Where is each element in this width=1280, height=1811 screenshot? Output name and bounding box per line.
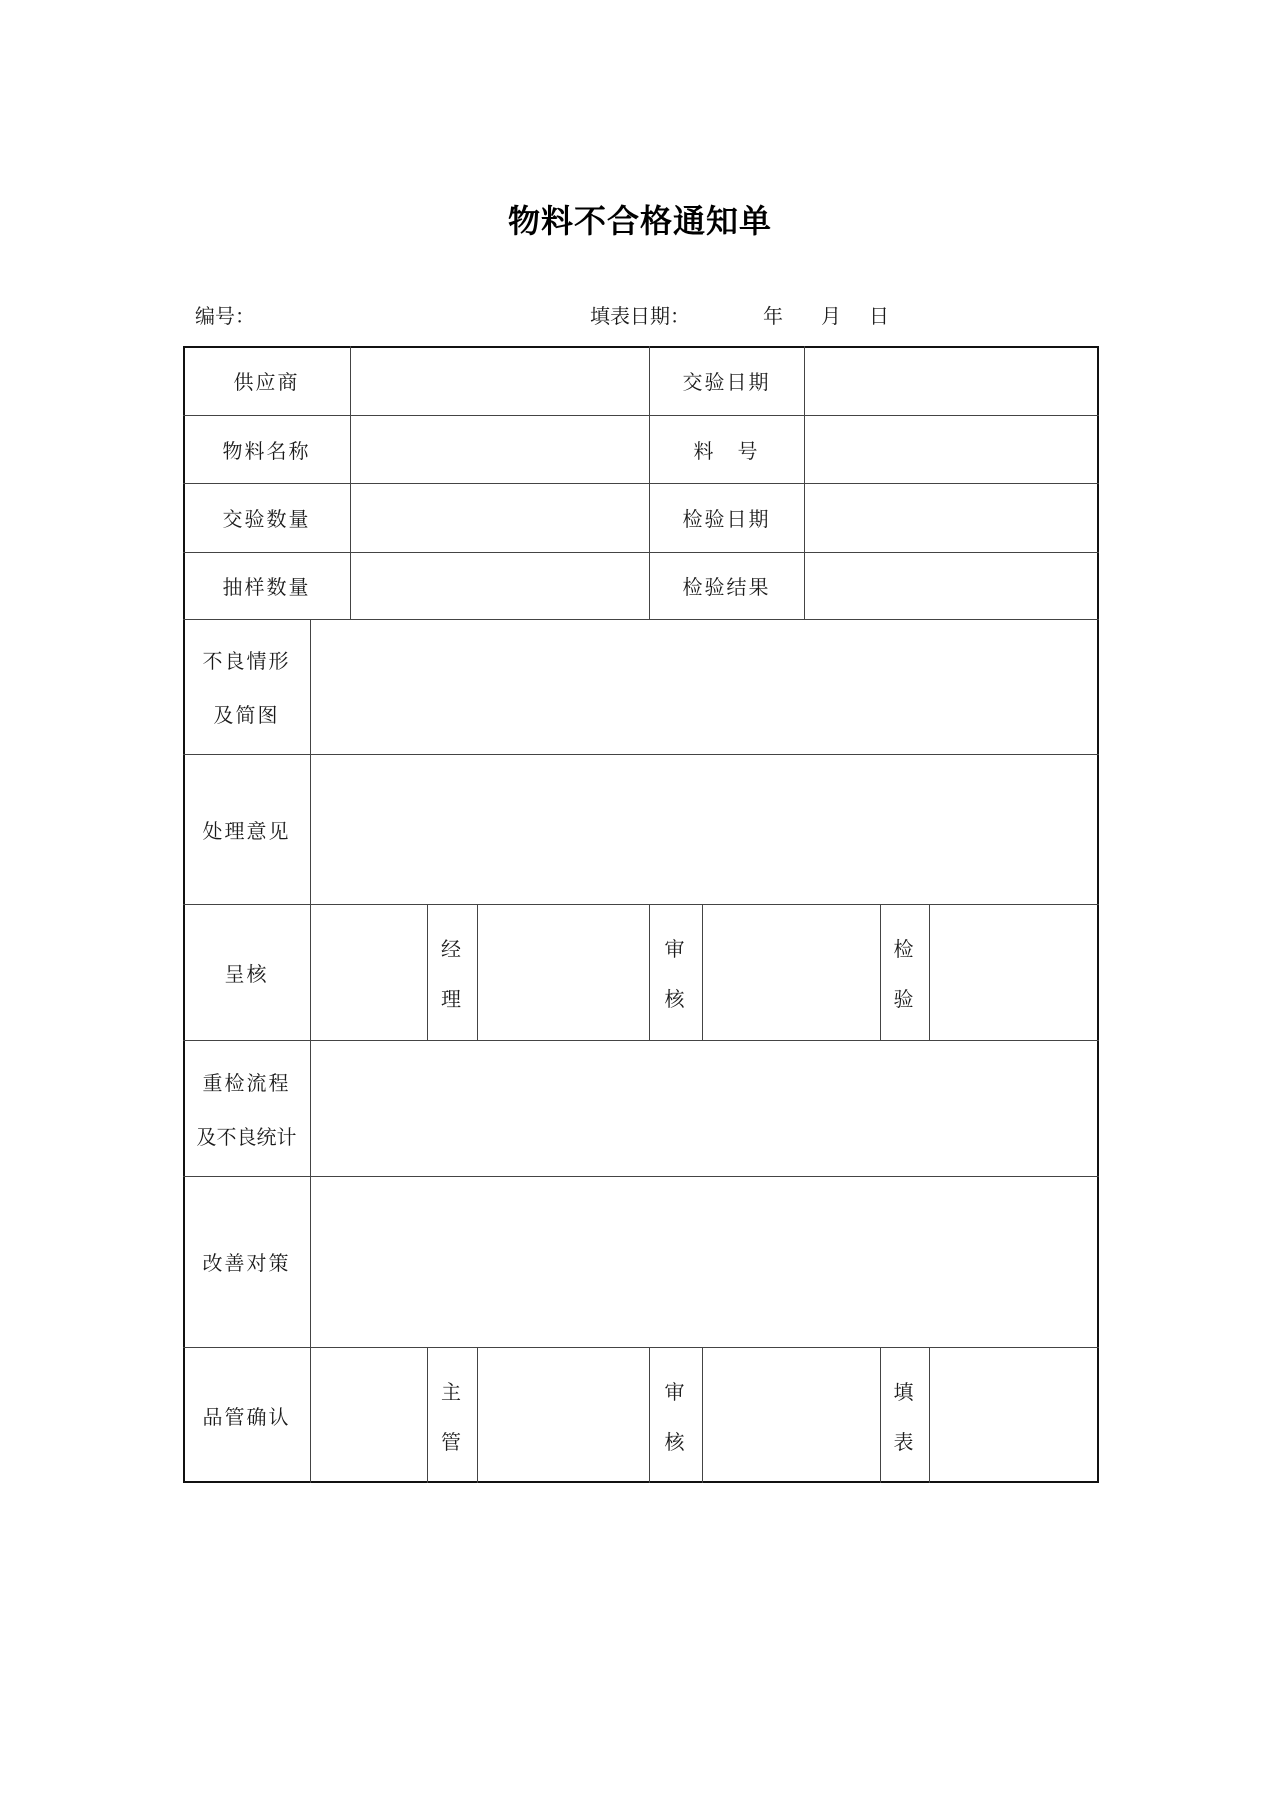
qc-review-char2: 核 xyxy=(664,1429,687,1454)
qc-review-sig-label xyxy=(649,1347,702,1483)
page-title: 物料不合格通知单 xyxy=(507,202,772,240)
review-char1: 审 xyxy=(664,936,687,961)
defect-field[interactable] xyxy=(310,619,1099,754)
fill-date-day: 日 xyxy=(869,304,889,328)
submitted-quantity-field[interactable] xyxy=(350,483,649,552)
improvement-label: 改善对策 xyxy=(202,1251,291,1275)
inspection-date-label: 检验日期 xyxy=(682,507,771,531)
inspector-sig-label xyxy=(880,904,929,1040)
qc-review-sig-field[interactable] xyxy=(702,1347,880,1483)
supervisor-char2: 管 xyxy=(441,1429,463,1454)
supplier-field[interactable] xyxy=(350,346,649,415)
sample-quantity-field[interactable] xyxy=(350,552,649,619)
fill-date-year: 年 xyxy=(763,304,783,328)
review-char2: 核 xyxy=(664,986,687,1011)
filler-char1: 填 xyxy=(893,1379,916,1404)
supervisor-char1: 主 xyxy=(441,1379,463,1404)
filler-char2: 表 xyxy=(893,1429,916,1454)
qc-note-field[interactable] xyxy=(310,1347,427,1483)
inspection-result-field[interactable] xyxy=(804,552,1099,619)
qc-confirm-label: 品管确认 xyxy=(202,1404,291,1429)
fill-date-month: 月 xyxy=(821,304,841,328)
submission-date-label: 交验日期 xyxy=(682,370,771,394)
manager-char2: 理 xyxy=(441,986,463,1011)
filler-sig-label xyxy=(880,1347,929,1483)
sample-quantity-label: 抽样数量 xyxy=(222,575,311,599)
filler-sig-field[interactable] xyxy=(929,1347,1099,1483)
material-name-label: 物料名称 xyxy=(222,438,311,463)
manager-sig-field[interactable] xyxy=(477,904,649,1040)
improvement-field[interactable] xyxy=(310,1176,1099,1347)
inspector-sig-field[interactable] xyxy=(929,904,1099,1040)
review-sig-field[interactable] xyxy=(702,904,880,1040)
handling-label: 处理意见 xyxy=(202,818,291,843)
manager-char1: 经 xyxy=(441,936,463,961)
recheck-label xyxy=(183,1040,310,1176)
recheck-label-line1: 重检流程 xyxy=(202,1070,291,1095)
serial-number-label: 编号： xyxy=(195,304,255,328)
handling-field[interactable] xyxy=(310,754,1099,904)
inspection-result-label: 检验结果 xyxy=(682,575,771,599)
recheck-field[interactable] xyxy=(310,1040,1099,1176)
fill-date-label: 填表日期： xyxy=(590,304,690,328)
supervisor-sig-field[interactable] xyxy=(477,1347,649,1483)
defect-label xyxy=(183,619,310,754)
qc-review-char1: 审 xyxy=(664,1379,687,1404)
part-number-field[interactable] xyxy=(804,415,1099,483)
part-number-label: 料 号 xyxy=(693,438,760,463)
material-name-field[interactable] xyxy=(350,415,649,483)
inspector-char2: 验 xyxy=(893,986,916,1011)
submission-date-field[interactable] xyxy=(804,346,1099,415)
submit-label: 呈核 xyxy=(224,961,269,986)
recheck-label-line2: 及不良统计 xyxy=(196,1124,297,1149)
inspection-date-field[interactable] xyxy=(804,483,1099,552)
inspector-char1: 检 xyxy=(893,936,916,961)
defect-label-line2: 及简图 xyxy=(213,702,280,727)
submitted-quantity-label: 交验数量 xyxy=(222,507,311,531)
defect-label-line1: 不良情形 xyxy=(202,649,291,674)
supervisor-sig-label xyxy=(427,1347,477,1483)
manager-sig-label xyxy=(427,904,477,1040)
submit-note-field[interactable] xyxy=(310,904,427,1040)
supplier-label: 供应商 xyxy=(233,370,300,394)
review-sig-label xyxy=(649,904,702,1040)
